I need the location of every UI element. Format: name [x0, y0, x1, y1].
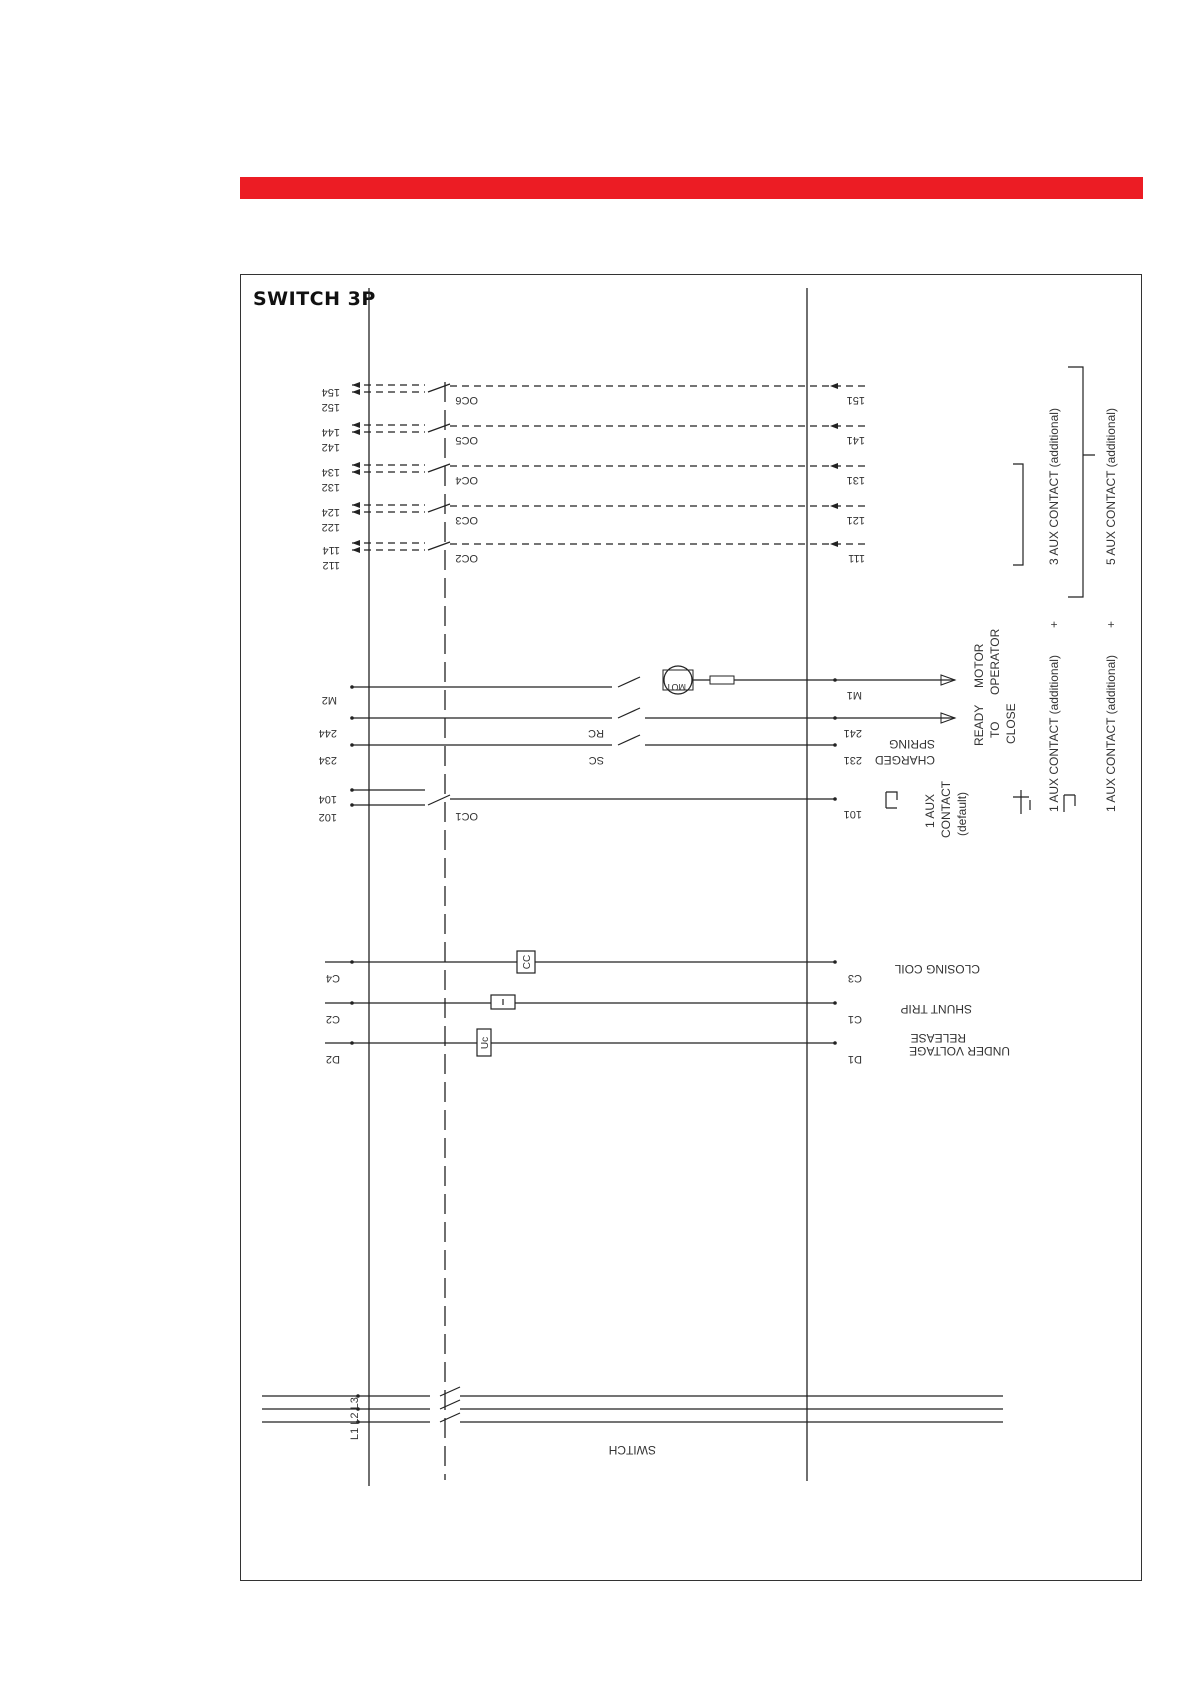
aux-symbol-a: [1013, 790, 1030, 814]
motor-switch-blade: [618, 677, 640, 687]
coil-right-label: C1: [847, 1013, 862, 1025]
coil-left-dot: [350, 960, 354, 964]
coil-symbol-label: CC: [522, 954, 533, 970]
aux-contact-label: OC5: [455, 434, 478, 446]
aux-left-top-label: 124: [321, 506, 340, 518]
aux-arrow-bottom: [352, 469, 360, 475]
aux-left-top-label: 134: [321, 466, 340, 478]
spring-switch-blade: [618, 735, 640, 745]
oc1-left-top-label: 104: [318, 793, 337, 805]
label-charged: CHARGED: [874, 753, 935, 767]
label-spring: SPRING: [888, 737, 935, 751]
coil-left-dot: [350, 1041, 354, 1045]
note-5aux: 5 AUX CONTACT (additional): [1104, 408, 1118, 565]
coil-right-label: C3: [847, 972, 862, 984]
bracket-5aux: [1068, 367, 1095, 597]
coil-right-dot: [833, 1001, 837, 1005]
coil-left-label: D2: [325, 1053, 340, 1065]
oc1-contact-blade: [428, 795, 450, 805]
aux-contact-label: OC2: [455, 552, 478, 564]
aux-left-bottom-label: 132: [321, 481, 340, 493]
aux-contact-label: OC4: [455, 474, 478, 486]
ready-right-label: 241: [843, 727, 862, 739]
aux-contact-blade: [428, 542, 450, 550]
aux-arrow-right: [830, 463, 838, 469]
phase-switch-blade: [440, 1413, 460, 1422]
aux-arrow-top: [352, 422, 360, 428]
aux-symbol-b: [1064, 795, 1075, 812]
aux-arrow-right: [830, 383, 838, 389]
coil-symbol-label: Uc: [480, 1036, 491, 1050]
note-3aux: 3 AUX CONTACT (additional): [1047, 408, 1061, 565]
spring-contact-label: SC: [588, 754, 604, 766]
aux-left-top-label: 144: [321, 426, 340, 438]
label-release: RELEASE: [910, 1031, 966, 1045]
oc1-right-dot: [833, 797, 837, 801]
spring-left-dot: [350, 743, 354, 747]
aux-arrow-bottom: [352, 547, 360, 553]
phase-switch-blade: [440, 1387, 460, 1396]
note-1aux-b: 1 AUX CONTACT (additional): [1104, 655, 1118, 812]
spring-right-label: 231: [843, 754, 862, 766]
aux-left-bottom-label: 142: [321, 441, 340, 453]
aux-arrow-right: [830, 503, 838, 509]
aux-arrow-top: [352, 382, 360, 388]
bracket-3aux: [1013, 464, 1023, 565]
coil-right-dot: [833, 1041, 837, 1045]
coil-left-label: C4: [325, 972, 340, 984]
coil-left-dot: [350, 1001, 354, 1005]
aux-left-bottom-label: 112: [322, 559, 340, 571]
aux-left-top-label: 154: [321, 386, 340, 398]
spring-left-label: 234: [318, 754, 337, 766]
oc1-top-dot: [350, 788, 354, 792]
oc1-left-bottom-label: 102: [318, 811, 337, 823]
aux-arrow-top: [352, 540, 360, 546]
spring-right-dot: [833, 743, 837, 747]
note-plus-a: +: [1047, 620, 1061, 628]
aux-contact-label: OC6: [455, 394, 478, 406]
aux-left-bottom-label: 152: [321, 401, 340, 413]
coil-left-label: C2: [325, 1013, 340, 1025]
ready-left-label: 244: [318, 727, 337, 739]
label-to: TO: [988, 721, 1002, 738]
aux-left-bottom-label: 122: [321, 521, 340, 533]
aux-contact-blade: [428, 464, 450, 472]
aux-arrow-bottom: [352, 509, 360, 515]
motor-right-label: M1: [846, 689, 862, 701]
ready-left-dot: [350, 716, 354, 720]
oc1-right-label: 101: [843, 808, 862, 820]
aux-contact-symbol: [886, 792, 897, 808]
ready-contact-label: RC: [588, 727, 604, 739]
oc1-bottom-dot: [350, 803, 354, 807]
coil-right-dot: [833, 960, 837, 964]
phase-switch-blade: [440, 1400, 460, 1409]
label-default: (default): [955, 791, 969, 836]
motor-right-dot: [833, 678, 837, 682]
aux-right-label: 131: [846, 474, 865, 486]
label-shunt-trip: SHUNT TRIP: [900, 1002, 972, 1016]
motor-symbol-label: MOT: [666, 682, 686, 692]
aux-right-label: 111: [848, 552, 865, 564]
coil-right-label: D1: [847, 1053, 862, 1065]
label-operator: OPERATOR: [988, 628, 1002, 695]
label-switch: SWITCH: [608, 1443, 656, 1457]
label-ready: READY: [972, 704, 986, 746]
label-1aux: 1 AUX: [923, 793, 937, 828]
aux-left-top-label: 114: [322, 544, 340, 556]
aux-arrow-top: [352, 462, 360, 468]
aux-arrow-bottom: [352, 389, 360, 395]
aux-arrow-top: [352, 502, 360, 508]
aux-arrow-bottom: [352, 429, 360, 435]
aux-contact-blade: [428, 424, 450, 432]
aux-right-label: 151: [846, 394, 865, 406]
label-under-voltage: UNDER VOLTAGE: [909, 1044, 1010, 1058]
aux-contact-label: OC3: [455, 514, 478, 526]
fuse-symbol: [710, 676, 734, 684]
label-closing-coil: CLOSING COIL: [894, 962, 980, 976]
aux-arrow-right: [830, 541, 838, 547]
note-plus-b: +: [1104, 620, 1118, 628]
motor-left-label: M2: [321, 694, 337, 706]
aux-contact-blade: [428, 504, 450, 512]
ready-right-dot: [833, 716, 837, 720]
note-1aux-a: 1 AUX CONTACT (additional): [1047, 655, 1061, 812]
motor-left-dot: [350, 685, 354, 689]
label-contact: CONTACT: [939, 780, 953, 838]
aux-right-label: 121: [846, 514, 865, 526]
aux-contact-blade: [428, 384, 450, 392]
label-motor: MOTOR: [972, 643, 986, 688]
ready-switch-blade: [618, 708, 640, 718]
label-close: CLOSE: [1004, 703, 1018, 744]
aux-right-label: 141: [846, 434, 865, 446]
label-phases: L1 L2 L3: [349, 1397, 361, 1440]
diagram-title: SWITCH 3P: [253, 288, 376, 310]
aux-arrow-right: [830, 423, 838, 429]
oc1-contact-label: OC1: [455, 810, 478, 822]
